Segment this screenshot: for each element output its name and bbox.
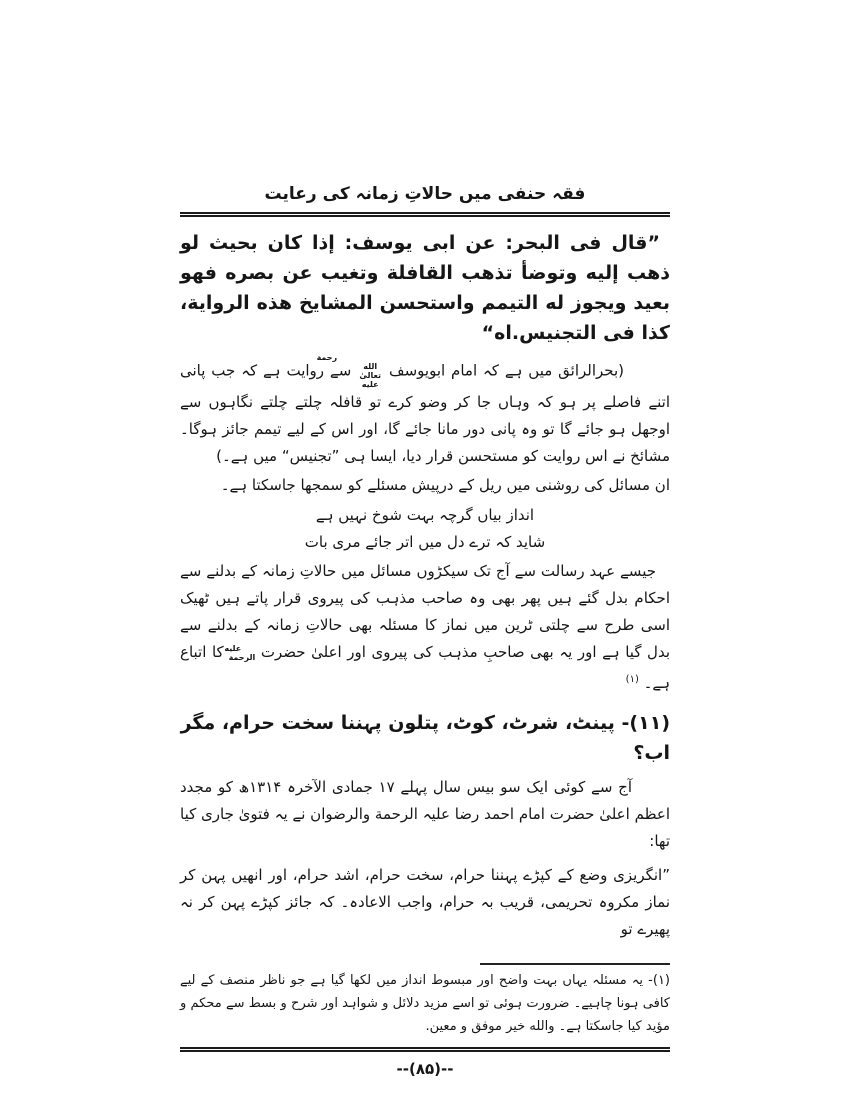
footer-double-rule (180, 1047, 670, 1052)
couplet-line-1: انداز بیاں گرچہ بہت شوخ نہیں ہے (315, 506, 535, 524)
couplet-line-2: شاید کہ ترے دل میں اتر جائے مری بات (304, 533, 546, 551)
analogy-text-start: جیسے عہد رسالت سے آج تک سیکڑوں مسائل میں حالاتِ زمانہ کے بدلنے سے احکام بدل گئے ہیں پھر بھی وہ صاحب مذہب کی پیروی قرار پاتے ہیں ٹھیک اسی طرح سے چلتی ٹرین میں نماز کا مسئلہ بھی حالاتِ زمانہ کے بدلنے سے بدل گیا ہے اور یہ بھی صاحبِ مذہب کی پیروی اور اعلیٰ حضرت (180, 562, 671, 661)
running-header-title: فقہ حنفی میں حالاتِ زمانہ کی رعایت (264, 184, 586, 204)
fatwa-intro-paragraph: آج سے کوئی ایک سو بیس سال پہلے ۱۷ جمادی الآخرہ ۱۳۱۴ھ کو مجدد اعظم اعلیٰ حضرت امام احمد رضا علیہ الرحمة والرضوان نے یہ فتویٰ جاری کیا تھا: (180, 778, 670, 850)
analogy-paragraph (180, 558, 670, 697)
urdu-translation-text-end: سے روایت ہے کہ جب پانی اتنے فاصلے پر ہو کہ وہاں جا کر وضو کرے تو قافلہ چلتے چلتے نگاہوں سے اوجھل ہو جائے گا تو وہ پانی دور مانا جائے گا، اور اس کے لیے تیمم جائز ہوگا۔ مشائخ نے اس روایت کو مستحسن قرار دیا، ایسا ہی ”تجنیس“ میں ہے۔) (180, 361, 670, 465)
footnote-reference-marker: (۱) (625, 674, 639, 685)
honorific-alayhir-rahmah: عليه الرحمة (224, 643, 256, 662)
page-content-column (180, 182, 670, 1078)
footnote-separator-rule (480, 963, 670, 965)
poetry-couplet (180, 502, 670, 556)
analogy-text-end: کا اتباع ہے۔ (180, 643, 670, 692)
fatwa-quotation-paragraph: ”انگریزی وضع کے کپڑے پہننا حرام، سخت حرام، اشد حرام، اور انھیں پہن کر نماز مکروہ تحریمی، قریب بہ حرام، واجب الاعادہ۔ کہ جائز کپڑے پہن کر نہ پھیرے تو (180, 866, 670, 938)
arabic-quotation: ”قال فى البحر: عن ابى يوسف: إذا كان بحيث لو ذهب إليه وتوضأ تذهب القافلة وتغيب عن بصره فهو بعيد ويجوز له التيمم واستحسن المشايخ هذه الرواية، كذا فى التجنيس.اه“ (180, 232, 670, 344)
rail-issue-sentence: ان مسائل کی روشنی میں ریل کے درپیش مسئلے کو سمجھا جاسکتا ہے۔ (220, 476, 670, 494)
page-number: --(۸۵)-- (396, 1060, 454, 1078)
header-double-rule (180, 212, 670, 217)
urdu-translation-paragraph (180, 353, 670, 470)
footnote-text: (۱)- یہ مسئلہ یہاں بہت واضح اور مبسوط انداز میں لکھا گیا ہے جو ناظر منصف کے لیے کافی ہونا چاہیے۔ ضرورت ہوئی تو اسے مزید دلائل و شواہد اور شرح و بسط سے محکم و مؤید کیا جاسکتا ہے۔ والله خیر موفق و معین. (180, 973, 670, 1034)
honorific-rahmatullah-alayh: رحمة الله تعالیٰ عليه (316, 353, 381, 389)
urdu-translation-text-start: (بحرالرائق میں ہے کہ امام ابویوسف (383, 361, 624, 380)
section-heading-11-clothing: (۱۱)- پینٹ، شرٹ، کوٹ، پتلون پہننا سخت حرام، مگر اب؟ (180, 712, 670, 764)
